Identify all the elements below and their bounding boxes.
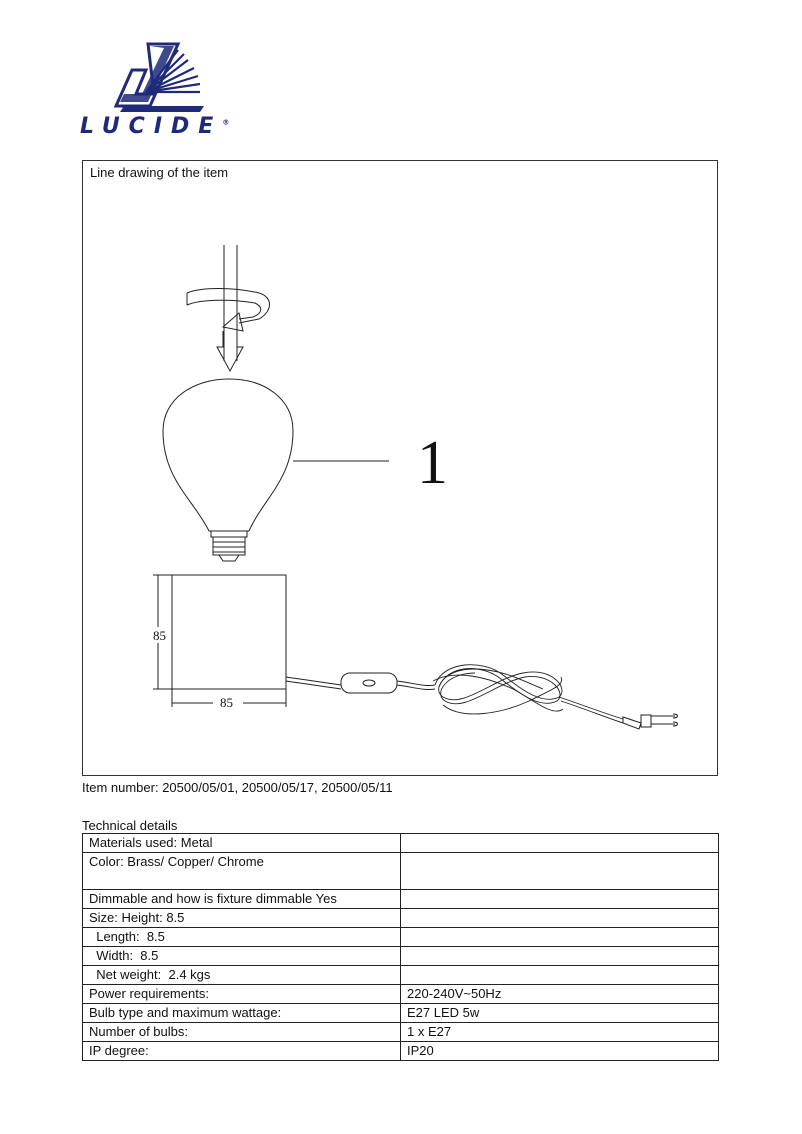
rotation-arrow-icon (187, 289, 270, 332)
table-row (83, 928, 719, 947)
bulb-drawing (163, 379, 293, 561)
spec-value: 1 x E27 (401, 1023, 719, 1042)
brand-name (80, 114, 230, 139)
table-row (83, 1023, 719, 1042)
base-block (172, 575, 286, 689)
down-arrow-icon (217, 331, 243, 371)
spec-label: Color: Brass/ Copper/ Chrome (83, 853, 401, 890)
table-row (83, 853, 719, 890)
spec-value (401, 966, 719, 985)
callout-number: 1 (417, 429, 448, 497)
table-row (83, 947, 719, 966)
insertion-rod (224, 245, 237, 361)
power-cable (286, 673, 435, 693)
spec-label: Net weight: 2.4 kgs (83, 966, 401, 985)
technical-details-table (82, 833, 719, 1061)
line-drawing (83, 161, 719, 777)
table-row (83, 834, 719, 853)
spec-value (401, 909, 719, 928)
spec-label: IP degree: (83, 1042, 401, 1061)
table-row (83, 1042, 719, 1061)
item-number: Item number: 20500/05/01, 20500/05/17, 20500/05/11 (82, 780, 393, 795)
brand-name-text: LUCIDE (80, 114, 223, 139)
height-dimension-label: 85 (153, 628, 166, 643)
spec-label: Bulb type and maximum wattage: (83, 1004, 401, 1023)
spec-label: Dimmable and how is fixture dimmable Yes (83, 890, 401, 909)
spec-value: E27 LED 5w (401, 1004, 719, 1023)
brand-logo (80, 40, 230, 148)
cable-coil (433, 665, 623, 723)
technical-details-title: Technical details (82, 818, 178, 833)
spec-value (401, 947, 719, 966)
lucide-logo-mark-icon (80, 40, 230, 116)
table-row (83, 909, 719, 928)
table-row (83, 890, 719, 909)
table-row (83, 966, 719, 985)
table-row (83, 985, 719, 1004)
spec-value: IP20 (401, 1042, 719, 1061)
spec-label: Power requirements: (83, 985, 401, 1004)
drawing-title: Line drawing of the item (90, 165, 229, 180)
spec-label: Width: 8.5 (83, 947, 401, 966)
width-dimension-label: 85 (220, 695, 233, 710)
plug-drawing (623, 714, 678, 729)
spec-value: 220-240V~50Hz (401, 985, 719, 1004)
spec-label: Materials used: Metal (83, 834, 401, 853)
spec-label: Length: 8.5 (83, 928, 401, 947)
spec-value (401, 853, 719, 890)
table-row (83, 1004, 719, 1023)
line-drawing-panel (82, 160, 718, 776)
spec-label: Number of bulbs: (83, 1023, 401, 1042)
spec-value (401, 890, 719, 909)
registered-mark: ® (222, 118, 230, 127)
spec-value (401, 834, 719, 853)
spec-label: Size: Height: 8.5 (83, 909, 401, 928)
spec-value (401, 928, 719, 947)
